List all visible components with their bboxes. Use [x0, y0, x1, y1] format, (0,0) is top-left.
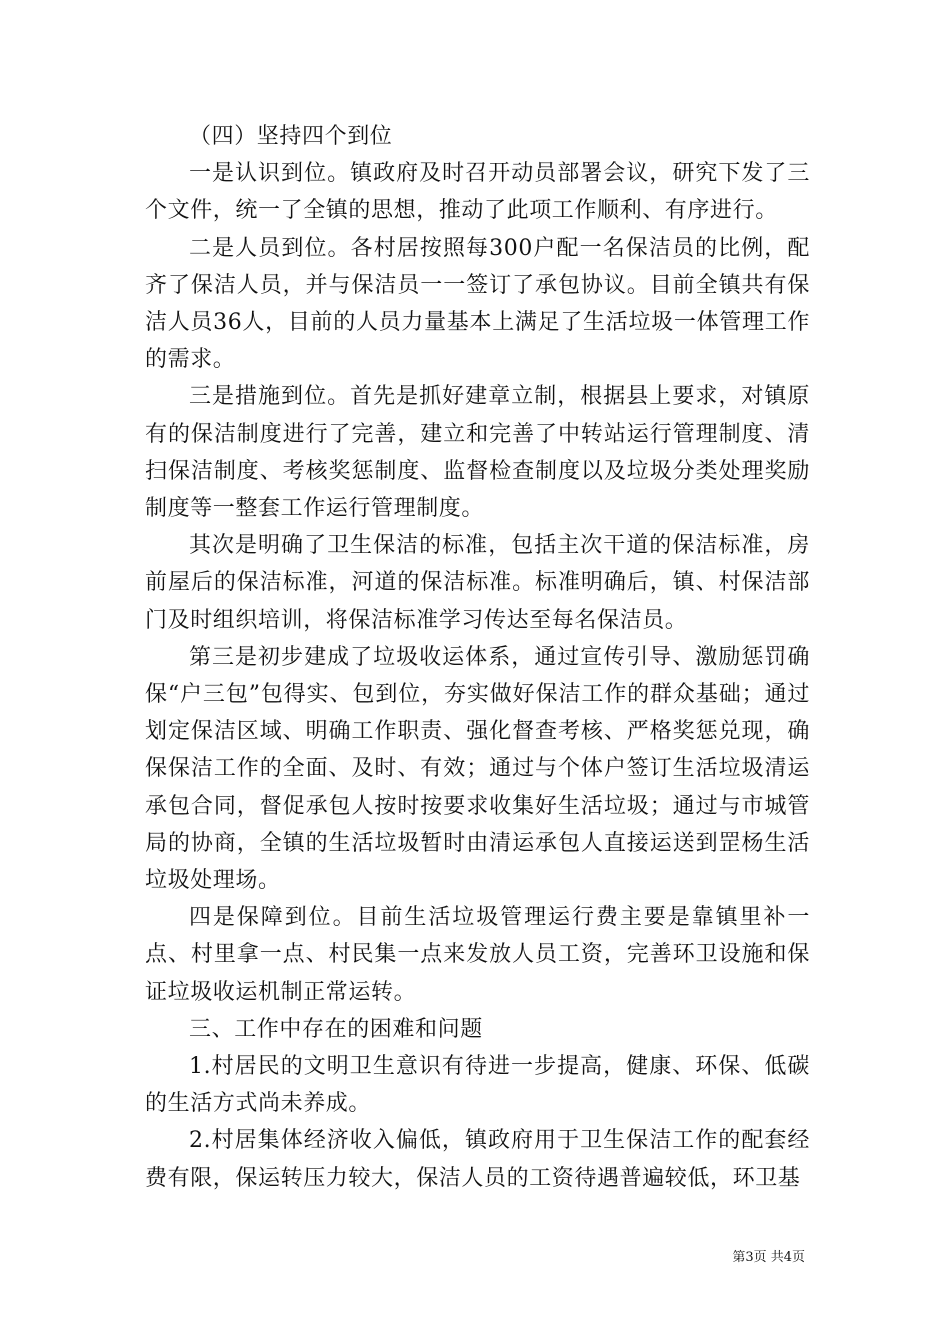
paragraph-problem-1: 1.村居民的文明卫生意识有待进一步提高，健康、环保、低碳的生活方式尚未养成。 [145, 1054, 810, 1117]
paragraph-collection-system: 第三是初步建成了垃圾收运体系，通过宣传引导、激励惩罚确保“户三包”包得实、包到位，夯实做好保洁工作的群众基础；通过划定保洁区域、明确工作职责、强化督查考核、严格奖惩兑现，确保保洁工作的全面、及时、有效；通过与个体户签订生活垃圾清运承包合同，督促承包人按时按要求收集好生活垃圾；通过与市城管局的协商，全镇的生活垃圾暂时由清运承包人直接运送到罡杨生活垃圾处理场。 [145, 644, 810, 894]
paragraph-standards: 其次是明确了卫生保洁的标准，包括主次干道的保洁标准，房前屋后的保洁标准，河道的保洁标准。标准明确后，镇、村保洁部门及时组织培训，将保洁标准学习传达至每名保洁员。 [145, 533, 810, 633]
paragraph-measures: 三是措施到位。首先是抓好建章立制，根据县上要求，对镇原有的保洁制度进行了完善，建立和完善了中转站运行管理制度、清扫保洁制度、考核奖惩制度、监督检查制度以及垃圾分类处理奖励制度等一整套工作运行管理制度。 [145, 384, 810, 522]
paragraph-awareness: 一是认识到位。镇政府及时召开动员部署会议，研究下发了三个文件，统一了全镇的思想，推动了此项工作顺利、有序进行。 [145, 161, 810, 224]
document-body [145, 118, 810, 1197]
paragraph-personnel: 二是人员到位。各村居按照每300户配一名保洁员的比例，配齐了保洁人员，并与保洁员一一签订了承包协议。目前全镇共有保洁人员36人，目前的人员力量基本上满足了生活垃圾一体管理工作的需求。 [145, 235, 810, 373]
section-heading-problems: 三、工作中存在的困难和问题 [189, 1016, 483, 1042]
section-heading-four-in-place: （四）坚持四个到位 [189, 124, 393, 149]
page-number-footer: 第3页 共4页 [732, 1250, 805, 1265]
paragraph-problem-2: 2.村居集体经济收入偏低，镇政府用于卫生保洁工作的配套经费有限，保运转压力较大，保洁人员的工资待遇普遍较低，环卫基 [145, 1128, 810, 1191]
paragraph-funding: 四是保障到位。目前生活垃圾管理运行费主要是靠镇里补一点、村里拿一点、村民集一点来发放人员工资，完善环卫设施和保证垃圾收运机制正常运转。 [145, 905, 810, 1005]
